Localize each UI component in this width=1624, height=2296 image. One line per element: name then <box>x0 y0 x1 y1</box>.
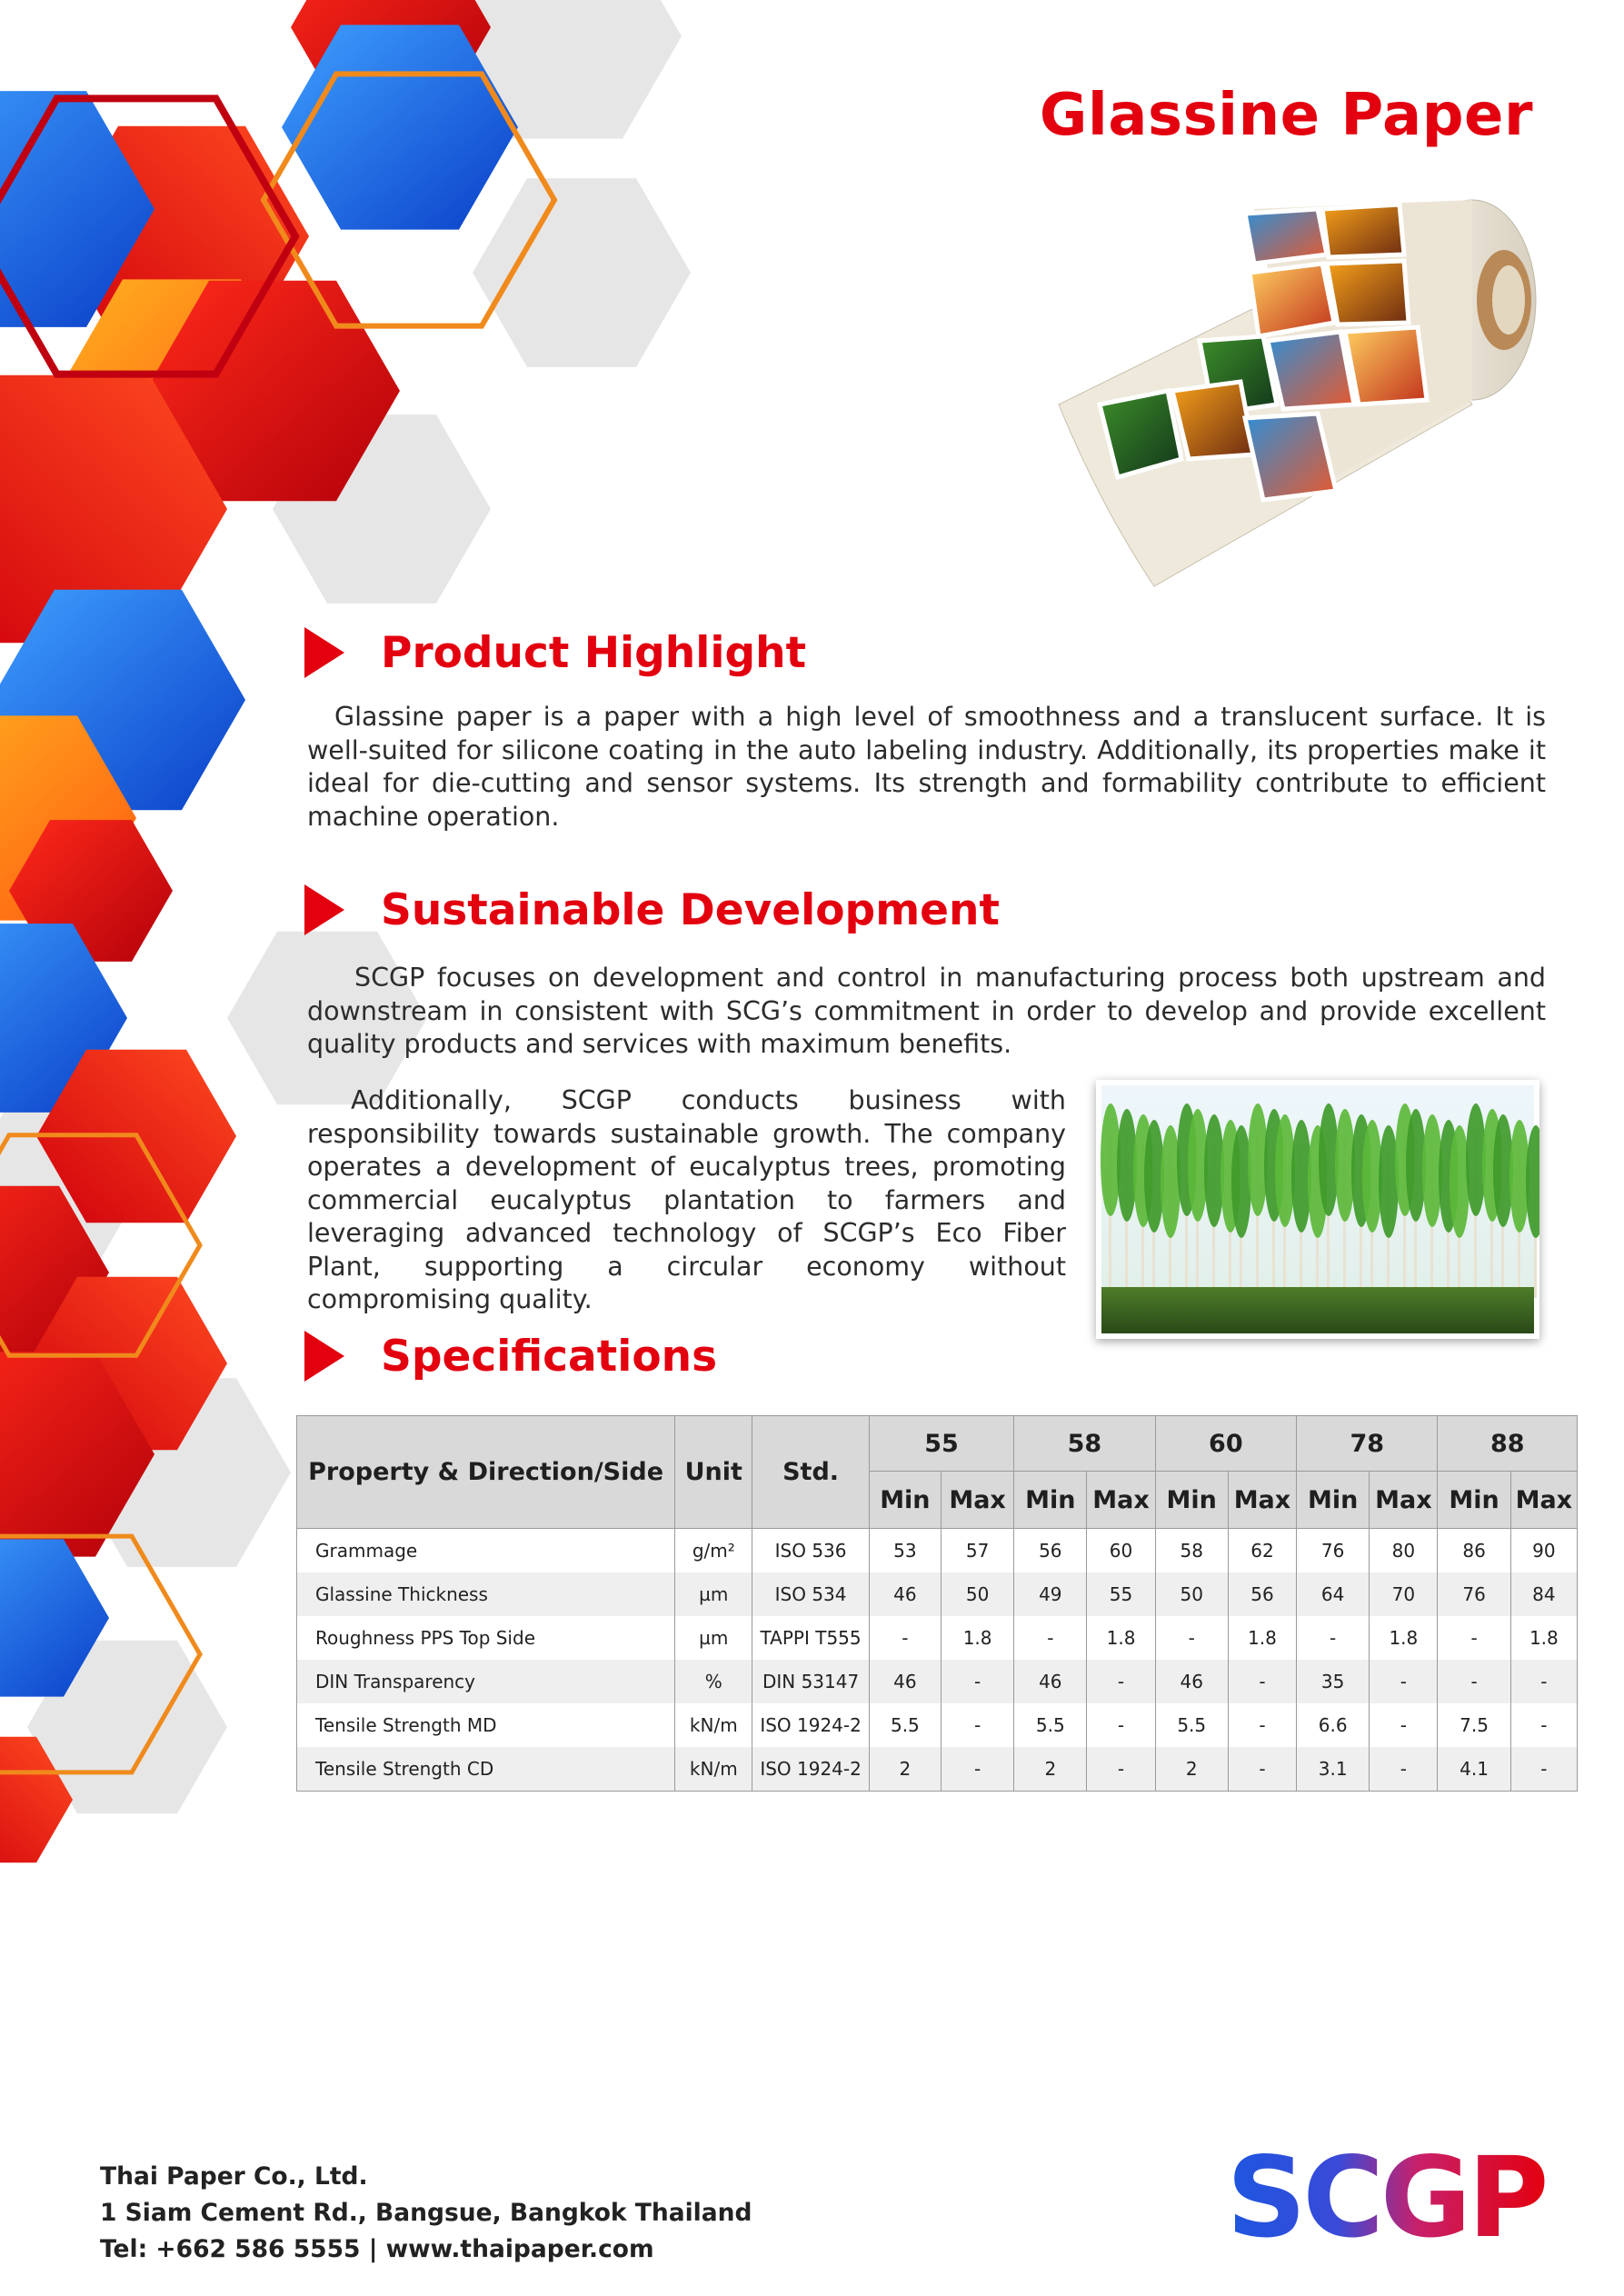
sustainable-development-heading: Sustainable Development <box>304 884 1000 935</box>
table-cell: 49 <box>1014 1572 1087 1616</box>
table-cell: 57 <box>941 1529 1013 1573</box>
table-cell: 56 <box>1014 1529 1087 1573</box>
table-cell: 84 <box>1510 1572 1577 1616</box>
specifications-table <box>296 1415 1578 1792</box>
arrow-right-icon <box>304 1331 344 1382</box>
page-title: Glassine Paper <box>1039 82 1533 149</box>
table-cell: 60 <box>1087 1529 1155 1573</box>
table-cell: 90 <box>1510 1529 1577 1573</box>
table-cell: TAPPI T555 <box>752 1616 869 1660</box>
table-cell: - <box>1155 1616 1228 1660</box>
table-cell: 64 <box>1297 1572 1370 1616</box>
table-cell: kN/m <box>675 1747 752 1792</box>
header-max: Max <box>941 1472 1013 1529</box>
table-cell: - <box>1510 1703 1577 1747</box>
table-cell: - <box>1014 1616 1087 1660</box>
hexagon-shape <box>473 178 691 367</box>
table-cell: - <box>1228 1660 1296 1703</box>
table-cell: - <box>1438 1616 1510 1660</box>
header-max: Max <box>1087 1472 1155 1529</box>
table-row <box>297 1529 1578 1573</box>
table-cell: % <box>675 1660 752 1703</box>
header-max: Max <box>1228 1472 1296 1529</box>
arrow-right-icon <box>304 627 344 678</box>
table-cell: µm <box>675 1616 752 1660</box>
header-grade: 78 <box>1297 1416 1438 1472</box>
table-cell: - <box>1510 1660 1577 1703</box>
table-cell: - <box>1297 1616 1370 1660</box>
table-cell: Roughness PPS Top Side <box>297 1616 675 1660</box>
table-cell: 46 <box>869 1660 941 1703</box>
table-cell: 2 <box>869 1747 941 1792</box>
table-cell: 1.8 <box>941 1616 1013 1660</box>
table-cell: ISO 534 <box>752 1572 869 1616</box>
table-cell: ISO 1924-2 <box>752 1747 869 1792</box>
company-address: 1 Siam Cement Rd., Bangsue, Bangkok Thailand <box>100 2199 752 2227</box>
table-cell: 1.8 <box>1228 1616 1296 1660</box>
table-cell: 76 <box>1438 1572 1510 1616</box>
table-cell: - <box>1228 1703 1296 1747</box>
table-cell: Tensile Strength MD <box>297 1703 675 1747</box>
arrow-right-icon <box>304 884 344 935</box>
header-grade: 60 <box>1155 1416 1296 1472</box>
table-row <box>297 1703 1578 1747</box>
svg-text:SCGP: SCGP <box>1226 2141 1546 2254</box>
table-cell: 62 <box>1228 1529 1296 1573</box>
table-cell: - <box>1370 1660 1438 1703</box>
header-grade: 58 <box>1014 1416 1155 1472</box>
scgp-logo <box>1209 2141 1563 2254</box>
table-cell: - <box>1087 1660 1155 1703</box>
header-min: Min <box>1014 1472 1087 1529</box>
header-grade: 88 <box>1438 1416 1578 1472</box>
sustainable-text-2: Additionally, SCGP conducts business with responsibility towards sustainable growth. The company operates a development of eucalyptus trees, promoting commercial eucalyptus plantation to farmers and leveraging advanced technology of SCGP’s Eco Fiber Plant, supporting a circular economy without compromising quality. <box>307 1085 1066 1314</box>
table-row <box>297 1572 1578 1616</box>
header-max: Max <box>1510 1472 1577 1529</box>
table-cell: 1.8 <box>1370 1616 1438 1660</box>
table-cell: 46 <box>1014 1660 1087 1703</box>
table-cell: 7.5 <box>1438 1703 1510 1747</box>
table-cell: g/m² <box>675 1529 752 1573</box>
table-cell: - <box>1510 1747 1577 1792</box>
table-cell: - <box>1228 1747 1296 1792</box>
table-cell: ISO 536 <box>752 1529 869 1573</box>
header-min: Min <box>869 1472 941 1529</box>
table-cell: Tensile Strength CD <box>297 1747 675 1792</box>
label-roll-image <box>1045 186 1554 614</box>
header-min: Min <box>1297 1472 1370 1529</box>
table-cell: 2 <box>1155 1747 1228 1792</box>
table-cell: - <box>869 1616 941 1660</box>
table-cell: DIN Transparency <box>297 1660 675 1703</box>
table-cell: - <box>941 1660 1013 1703</box>
sustainable-text-1: SCGP focuses on development and control in manufacturing process both upstream and downstream in consistent with SCG’s commitment in order to develop and provide excellent quality products and services with maximum benefits. <box>307 963 1546 1059</box>
header-min: Min <box>1438 1472 1510 1529</box>
table-cell: 70 <box>1370 1572 1438 1616</box>
table-cell: ISO 1924-2 <box>752 1703 869 1747</box>
eucalyptus-plantation-image <box>1096 1080 1539 1339</box>
header-min: Min <box>1155 1472 1228 1529</box>
table-cell: 76 <box>1297 1529 1370 1573</box>
table-cell: - <box>1370 1747 1438 1792</box>
table-cell: Glassine Thickness <box>297 1572 675 1616</box>
table-cell: 80 <box>1370 1529 1438 1573</box>
table-cell: - <box>941 1747 1013 1792</box>
table-cell: kN/m <box>675 1703 752 1747</box>
table-cell: 1.8 <box>1087 1616 1155 1660</box>
specifications-heading: Specifications <box>304 1331 717 1382</box>
header-grade: 55 <box>869 1416 1013 1472</box>
table-cell: 46 <box>1155 1660 1228 1703</box>
table-cell: - <box>1087 1747 1155 1792</box>
table-row <box>297 1747 1578 1792</box>
product-highlight-heading: Product Highlight <box>304 627 806 678</box>
header-property: Property & Direction/Side <box>297 1416 675 1529</box>
table-cell: 86 <box>1438 1529 1510 1573</box>
table-cell: - <box>1087 1703 1155 1747</box>
table-cell: 5.5 <box>1014 1703 1087 1747</box>
table-cell: 4.1 <box>1438 1747 1510 1792</box>
footer-contact <box>100 2159 752 2268</box>
table-cell: 3.1 <box>1297 1747 1370 1792</box>
table-cell: - <box>1370 1703 1438 1747</box>
header-std: Std. <box>752 1416 869 1529</box>
header-unit: Unit <box>675 1416 752 1529</box>
header-max: Max <box>1370 1472 1438 1529</box>
table-cell: 53 <box>869 1529 941 1573</box>
table-cell: µm <box>675 1572 752 1616</box>
table-cell: 55 <box>1087 1572 1155 1616</box>
table-row <box>297 1616 1578 1660</box>
product-highlight-text: Glassine paper is a paper with a high level of smoothness and a translucent surface. It is well-suited for silicone coating in the auto labeling industry. Additionally, its properties make it ideal for die-cutting and sensor systems. Its strength and formability contribute to efficient machine operation. <box>307 702 1546 832</box>
table-cell: 50 <box>1155 1572 1228 1616</box>
table-cell: DIN 53147 <box>752 1660 869 1703</box>
company-contact: Tel: +662 586 5555 | www.thaipaper.com <box>100 2235 654 2263</box>
table-cell: 1.8 <box>1510 1616 1577 1660</box>
table-cell: 2 <box>1014 1747 1087 1792</box>
table-cell: 56 <box>1228 1572 1296 1616</box>
table-cell: 46 <box>869 1572 941 1616</box>
table-cell: - <box>1438 1660 1510 1703</box>
table-cell: 58 <box>1155 1529 1228 1573</box>
table-cell: - <box>941 1703 1013 1747</box>
table-cell: 6.6 <box>1297 1703 1370 1747</box>
table-cell: 50 <box>941 1572 1013 1616</box>
table-cell: 35 <box>1297 1660 1370 1703</box>
table-cell: 5.5 <box>1155 1703 1228 1747</box>
company-name: Thai Paper Co., Ltd. <box>100 2162 368 2191</box>
table-row <box>297 1660 1578 1703</box>
table-cell: 5.5 <box>869 1703 941 1747</box>
table-cell: Grammage <box>297 1529 675 1573</box>
